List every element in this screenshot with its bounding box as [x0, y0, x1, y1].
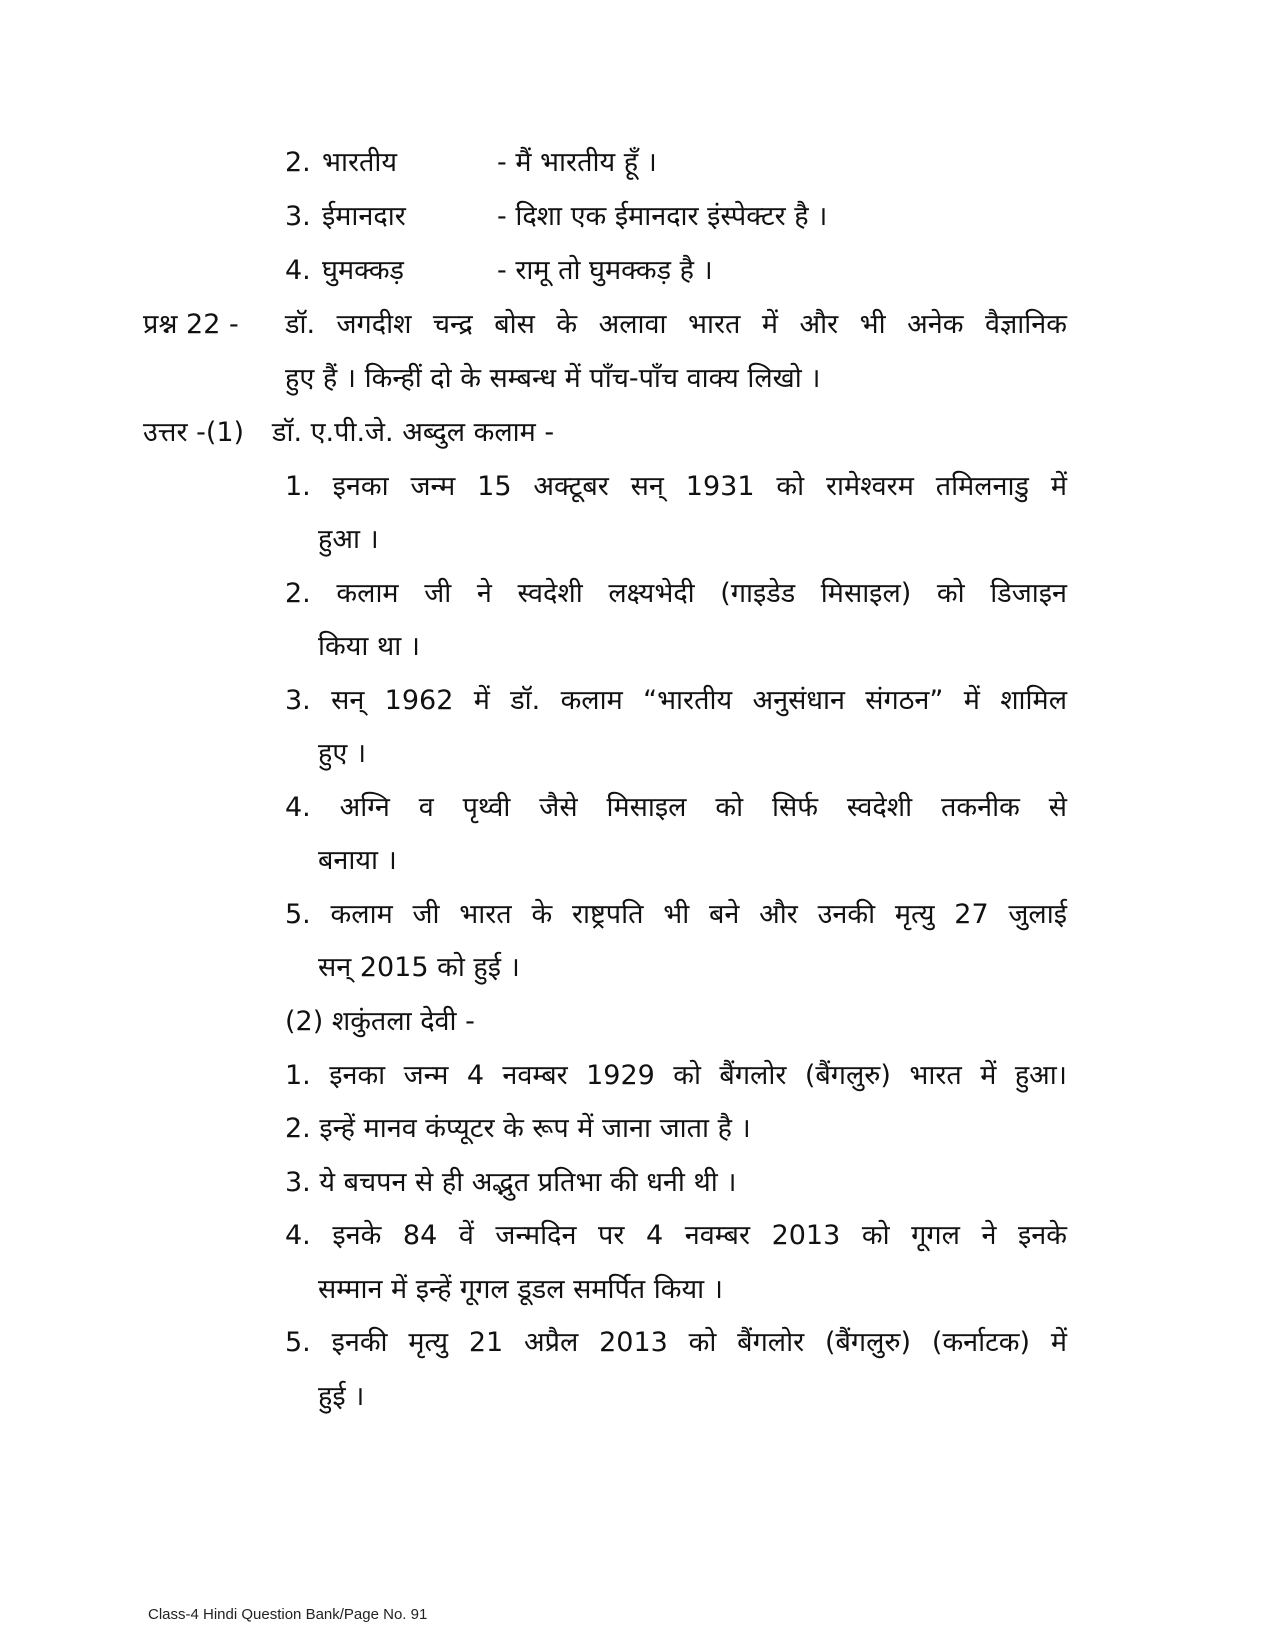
kalam-point-3: 3. सन् 1962 में डॉ. कलाम “भारतीय अनुसंधान संगठन” में शामिल — [285, 685, 1067, 716]
question-label: प्रश्न 22 - — [143, 309, 239, 340]
vocab-sentence: - रामू तो घुमक्कड़ है । — [497, 255, 713, 286]
answer-label: उत्तर -(1) — [143, 417, 245, 448]
shakuntala-point-3: 3. ये बचपन से ही अद्भुत प्रतिभा की धनी थी । — [285, 1167, 737, 1198]
kalam-point-4-cont: बनाया । — [318, 845, 397, 876]
shakuntala-point-4: 4. इनके 84 वें जन्मदिन पर 4 नवम्बर 2013 को गूगल ने इनके — [285, 1220, 1067, 1251]
vocab-number: 4. — [285, 255, 311, 286]
vocab-word: भारतीय — [322, 147, 398, 178]
vocab-number: 3. — [285, 201, 311, 232]
answer-heading-kalam: डॉ. ए.पी.जे. अब्दुल कलाम - — [272, 417, 555, 448]
question-text-line1: डॉ. जगदीश चन्द्र बोस के अलावा भारत में और भी अनेक वैज्ञानिक — [285, 309, 1067, 340]
kalam-point-2-cont: किया था । — [318, 631, 421, 662]
shakuntala-point-5: 5. इनकी मृत्यु 21 अप्रैल 2013 को बैंगलोर (बैंगलुरु) (कर्नाटक) में — [285, 1327, 1067, 1358]
kalam-point-1: 1. इनका जन्म 15 अक्टूबर सन् 1931 को रामेश्वरम तमिलनाडु में — [285, 471, 1067, 502]
shakuntala-point-1: 1. इनका जन्म 4 नवम्बर 1929 को बैंगलोर (बैंगलुरु) भारत में हुआ। — [285, 1060, 1067, 1091]
vocab-word: घुमक्कड़ — [322, 255, 404, 286]
page-footer: Class-4 Hindi Question Bank/Page No. 91 — [148, 1606, 428, 1623]
kalam-point-3-cont: हुए । — [318, 738, 367, 769]
question-text-line2: हुए हैं । किन्हीं दो के सम्बन्ध में पाँच-पाँच वाक्य लिखो । — [285, 363, 821, 394]
shakuntala-point-2: 2. इन्हें मानव कंप्यूटर के रूप में जाना जाता है । — [285, 1113, 751, 1144]
kalam-point-2: 2. कलाम जी ने स्वदेशी लक्ष्यभेदी (गाइडेड मिसाइल) को डिजाइन — [285, 578, 1067, 609]
vocab-number: 2. — [285, 147, 311, 178]
shakuntala-point-5-cont: हुई । — [318, 1381, 365, 1412]
vocab-sentence: - मैं भारतीय हूँ । — [497, 147, 657, 178]
kalam-point-5-cont: सन् 2015 को हुई । — [318, 952, 520, 983]
vocab-sentence: - दिशा एक ईमानदार इंस्पेक्टर है । — [497, 201, 828, 232]
kalam-point-5: 5. कलाम जी भारत के राष्ट्रपति भी बने और उनकी मृत्यु 27 जुलाई — [285, 899, 1067, 930]
shakuntala-point-4-cont: सम्मान में इन्हें गूगल डूडल समर्पित किया । — [318, 1274, 723, 1305]
answer-heading-shakuntala: (2) शकुंतला देवी - — [285, 1006, 475, 1037]
kalam-point-4: 4. अग्नि व पृथ्वी जैसे मिसाइल को सिर्फ स्वदेशी तकनीक से — [285, 792, 1067, 823]
kalam-point-1-cont: हुआ । — [318, 524, 379, 555]
vocab-word: ईमानदार — [322, 201, 406, 232]
